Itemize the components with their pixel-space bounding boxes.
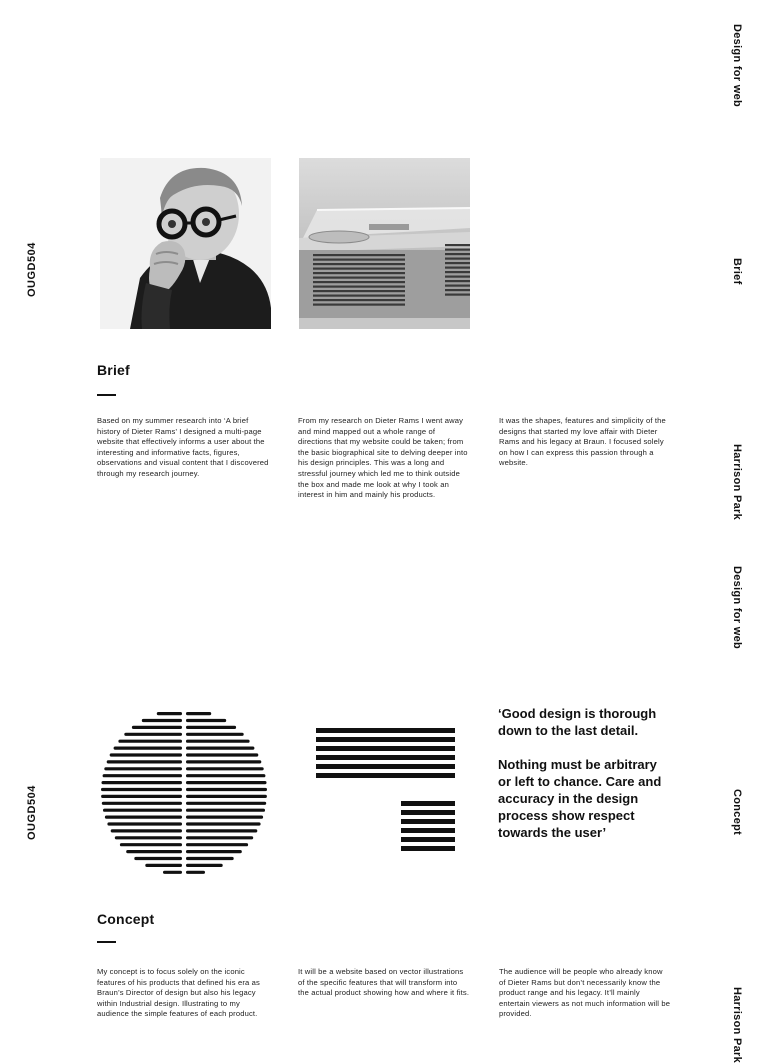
grille-bar <box>110 753 182 756</box>
brief-heading-rule <box>97 394 116 396</box>
concept-paragraph-3: The audience will be people who already know of Dieter Rams but don’t necessarily know the product range and his legacy. It’ll mainly entertain viewers as not much information will be provided. <box>499 967 671 1019</box>
grille-bar <box>114 747 182 750</box>
grille-bar <box>102 802 182 805</box>
grille-bar <box>132 726 182 729</box>
grille-bar <box>145 864 182 867</box>
course-code-label-top: OUGD504 <box>26 242 38 298</box>
grille-bar <box>163 871 182 874</box>
concept-heading-rule <box>97 941 116 943</box>
side-label-design-for-web-2: Design for web <box>731 566 743 650</box>
grille-bar <box>186 850 242 853</box>
brief-paragraph-1: Based on my summer research into ‘A brief history of Dieter Rams’ I designed a multi-page website that effectively informs a user about the interesting and informative facts, figures, observations and visual content that I discovered through my research journey. <box>97 416 269 478</box>
concept-paragraph-1: My concept is to focus solely on the iconic features of his products that defined his era as Braun’s Director of design but also his legacy within Industrial design. Illustrating to my audience the simple features of each product. <box>97 967 260 1019</box>
grille-bar <box>186 836 253 839</box>
side-label-brief: Brief <box>731 258 743 285</box>
grille-bar <box>186 829 257 832</box>
grille-bar <box>115 836 182 839</box>
grille-bar <box>186 864 223 867</box>
course-code-label-bottom: OUGD504 <box>26 785 38 841</box>
grille-bar <box>186 760 261 763</box>
side-label-harrison-park-1: Harrison Park <box>731 444 743 521</box>
grille-bar <box>186 774 265 777</box>
grille-bar <box>120 843 182 846</box>
brief-paragraph-3: It was the shapes, features and simplicity of the designs that started my love affair with Dieter Rams and his legacy at Braun. I focused solely on how I can express this passion through a website. <box>499 416 666 468</box>
grille-bar <box>186 822 261 825</box>
grille-bar <box>107 760 182 763</box>
concept-heading: Concept <box>97 911 155 927</box>
grille-bar <box>107 822 182 825</box>
braun-record-player-photo <box>299 158 470 329</box>
side-label-design-for-web-1: Design for web <box>731 24 743 108</box>
grille-bar <box>104 767 182 770</box>
grille-bar <box>186 747 254 750</box>
grille-bar <box>157 712 182 715</box>
grille-bar <box>102 781 183 784</box>
grille-bar <box>103 774 182 777</box>
side-label-harrison-park-2: Harrison Park <box>731 987 743 1063</box>
grille-bar <box>111 829 182 832</box>
grille-bar <box>186 871 205 874</box>
brief-paragraph-2: From my research on Dieter Rams I went away and mind mapped out a whole range of directions that my website could be taken; from the basic biographical site to delving deeper into his design principles. This was a long and stressful journey which led me to think outside the box and made me look at why I took an interest in him and mainly his products. <box>298 416 468 500</box>
grille-bar <box>186 809 265 812</box>
brief-heading: Brief <box>97 362 130 378</box>
grille-bar <box>186 788 267 791</box>
quote-line-2: Nothing must be arbitrary or left to chance. Care and accuracy in the design process show respect towards the user’ <box>498 757 662 840</box>
grille-bar <box>186 843 248 846</box>
grille-bar <box>186 781 267 784</box>
grille-bar <box>105 816 182 819</box>
grille-bar <box>186 802 266 805</box>
grille-bar <box>186 733 244 736</box>
grille-bar <box>101 788 182 791</box>
grille-bar <box>186 767 264 770</box>
grille-bar <box>124 733 182 736</box>
quote-line-1: ‘Good design is thorough down to the last detail. <box>498 706 657 738</box>
grille-bar <box>186 719 226 722</box>
grille-bar <box>142 719 182 722</box>
dieter-rams-portrait <box>100 158 271 329</box>
grille-bar <box>101 795 182 798</box>
grille-bar <box>186 726 236 729</box>
grille-bar <box>186 795 267 798</box>
grille-bar <box>186 740 250 743</box>
grille-bar <box>186 816 263 819</box>
stacked-lines-illustration <box>316 728 456 860</box>
grille-bar <box>126 850 182 853</box>
speaker-grille-illustration <box>99 709 269 875</box>
side-label-concept: Concept <box>731 789 743 836</box>
grille-bar <box>186 712 211 715</box>
grille-bar <box>103 809 182 812</box>
grille-bar <box>186 753 258 756</box>
grille-bar <box>134 857 182 860</box>
grille-bar <box>118 740 182 743</box>
dieter-rams-quote <box>498 705 668 841</box>
grille-bar <box>186 857 234 860</box>
concept-paragraph-2: It will be a website based on vector illustrations of the specific features that will transform into the actual product showing how and where it fits. <box>298 967 470 998</box>
